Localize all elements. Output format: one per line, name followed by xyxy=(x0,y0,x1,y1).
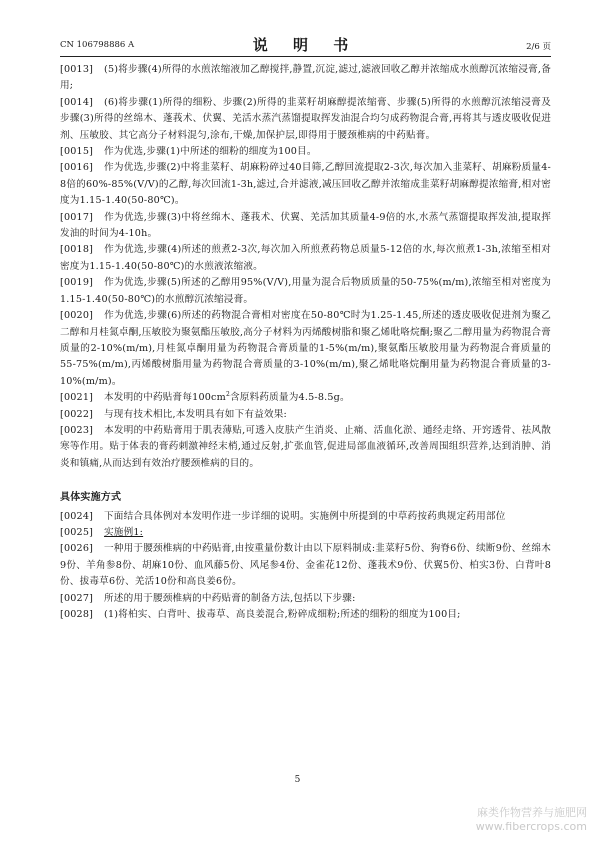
page-header xyxy=(60,30,551,57)
paragraph-text: 一种用于腰颈椎病的中药贴膏,由按重量份数计由以下原料制成:韭菜籽5份、狗脊6份、续断9份、丝绵木9份、羊角参8份、胡麻10份、血风藤5份、风尾参4份、金雀花12份、蓬莪术9份、伏翼5份、柏实3份、白背叶8份、拔毒草6份、羌活10份和高良姜6份。 xyxy=(60,543,551,588)
example-heading: 实施例1: xyxy=(104,526,144,538)
paragraph-number: [0023] xyxy=(60,424,94,436)
document-title: 说 明 书 xyxy=(252,36,359,54)
paragraph-0025 xyxy=(60,525,551,541)
paragraph-text: 作为优选,步骤(3)中将丝绵木、蓬莪术、伏翼、羌活加其质量4-9倍的水,水蒸气蒸馏提取挥发油,提取挥发油的时间为4-10h。 xyxy=(60,211,551,240)
paragraph-0018 xyxy=(60,242,551,275)
paragraph-number: [0025] xyxy=(60,526,94,538)
paragraph-text: (1)将柏实、白背叶、拔毒草、高良姜混合,粉碎成细粉;所述的细粉的细度为100目; xyxy=(104,609,461,620)
paragraph-text: (6)将步骤(1)所得的细粉、步骤(2)所得的韭菜籽胡麻醇提浓缩膏、步骤(5)所得的水煎醇沉浓缩浸膏及步骤(3)所得的丝绵木、蓬莪术、伏翼、羌活水蒸汽蒸馏提取挥发油混合均匀成药物混合膏,再将其与透皮吸收促进剂、压敏胶、其它高分子材料混匀,涂布,干燥,加保护层,即得用于腰颈椎病的中药贴膏。 xyxy=(60,96,551,141)
paragraph-number: [0014] xyxy=(60,96,94,108)
paragraph-text: 作为优选,步骤(1)中所述的细粉的细度为100目。 xyxy=(104,146,317,158)
document-number: CN 106798886 A xyxy=(60,40,135,50)
paragraph-number: [0028] xyxy=(60,609,94,620)
paragraph-number: [0024] xyxy=(60,510,94,522)
paragraph-0028 xyxy=(60,607,551,623)
paragraph-text: 作为优选,步骤(5)所述的乙醇用95%(V/V),用量为混合后物质质量的50-75%(m/m),浓缩至相对密度为1.15-1.40(50-80℃)的水煎醇沉浓缩浸膏。 xyxy=(60,277,551,305)
paragraph-0016 xyxy=(60,160,551,209)
paragraph-text-continued: 含原料药质量为4.5-8.5g。 xyxy=(229,392,350,404)
paragraph-0013 xyxy=(60,62,551,95)
paragraph-number: [0017] xyxy=(60,211,94,223)
paragraph-0021 xyxy=(60,390,551,406)
paragraph-number: [0018] xyxy=(60,244,94,256)
paragraph-0015 xyxy=(60,144,551,160)
paragraph-text: 本发明的中药贴膏用于肌表薄贴,可透入皮肤产生消炎、止痛、活血化淤、通经走络、开窍透骨、祛风散寒等作用。贴于体表的膏药刺激神经末梢,通过反射,扩张血管,促进局部血液循环,改善周围组织营养,达到消肿、消炎和镇痛,从而达到有效治疗腰颈椎病的目的。 xyxy=(60,424,551,469)
page-number: 5 xyxy=(294,775,301,785)
paragraph-0023 xyxy=(60,423,551,472)
paragraph-text: 作为优选,步骤(6)所述的药物混合膏相对密度在50-80℃时为1.25-1.45,所述的透皮吸收促进剂为聚乙二醇和月桂氮卓酮,压敏胶为聚氨酯压敏胶,高分子材料为丙烯酸树脂和聚乙烯吡咯烷酮;聚乙二醇用量为药物混合膏质量的2-10%(m/m),月桂氮卓酮用量为药物混合膏质量的1-5%(m/m),聚氨酯压敏胶用量为药物混合膏质量的55-75%(m/m),丙烯酸树脂用量为药物混合膏质量的3-10%(m/m),聚乙烯吡咯烷酮用量为药物混合膏质量的3-10%(m/m)。 xyxy=(60,310,551,387)
paragraph-number: [0013] xyxy=(60,64,94,75)
page-info: 2/6 页 xyxy=(526,42,551,52)
paragraph-number: [0027] xyxy=(60,592,94,604)
paragraph-0024 xyxy=(60,509,551,525)
paragraph-text: 所述的用于腰颈椎病的中药贴膏的制备方法,包括以下步骤: xyxy=(104,592,356,604)
paragraph-number: [0022] xyxy=(60,408,94,420)
paragraph-text: 与现有技术相比,本发明具有如下有益效果: xyxy=(104,408,287,420)
document-body xyxy=(60,62,551,623)
paragraph-number: [0020] xyxy=(60,310,94,322)
paragraph-text: 作为优选,步骤(2)中将韭菜籽、胡麻粉碎过40目筛,乙醇回流提取2-3次,每次加入韭菜籽、胡麻粉质量4-8倍的60%-85%(V/V)的乙醇,每次回流1-3h,滤过,合并滤液,减压回收乙醇并浓缩成韭菜籽胡麻醇提浓缩膏,相对密度为1.15-1.40(50-80℃)。 xyxy=(60,162,551,207)
superscript: 2 xyxy=(225,390,230,398)
paragraph-number: [0021] xyxy=(60,392,94,404)
paragraph-text: 本发明的中药贴膏每100cm xyxy=(104,392,226,404)
paragraph-0014 xyxy=(60,95,551,144)
paragraph-text: 下面结合具体例对本发明作进一步详细的说明。实施例中所提到的中草药按药典规定药用部位 xyxy=(104,510,506,522)
paragraph-0020 xyxy=(60,308,551,390)
paragraph-number: [0019] xyxy=(60,277,94,289)
paragraph-0019 xyxy=(60,275,551,308)
paragraph-number: [0026] xyxy=(60,543,94,555)
paragraph-0017 xyxy=(60,210,551,243)
paragraph-text: (5)将步骤(4)所得的水煎浓缩液加乙醇搅拌,静置,沉淀,滤过,滤液回收乙醇并浓缩成水煎醇沉浓缩浸膏,备用; xyxy=(60,64,551,92)
paragraph-number: [0016] xyxy=(60,162,94,174)
watermark-text: 麻类作物营养与施肥网 xyxy=(477,806,587,819)
watermark xyxy=(476,806,587,834)
paragraph-0026 xyxy=(60,541,551,590)
paragraph-0027 xyxy=(60,591,551,607)
watermark-url: www.fibercrops.com xyxy=(475,820,587,833)
paragraph-text: 作为优选,步骤(4)所述的煎煮2-3次,每次加入所煎煮药物总质量5-12倍的水,每次煎煮1-3h,浓缩至相对密度为1.15-1.40(50-80℃)的水煎液浓缩液。 xyxy=(60,244,551,272)
section-heading: 具体实施方式 xyxy=(60,492,122,504)
paragraph-number: [0015] xyxy=(60,146,94,158)
paragraph-0022 xyxy=(60,407,551,423)
